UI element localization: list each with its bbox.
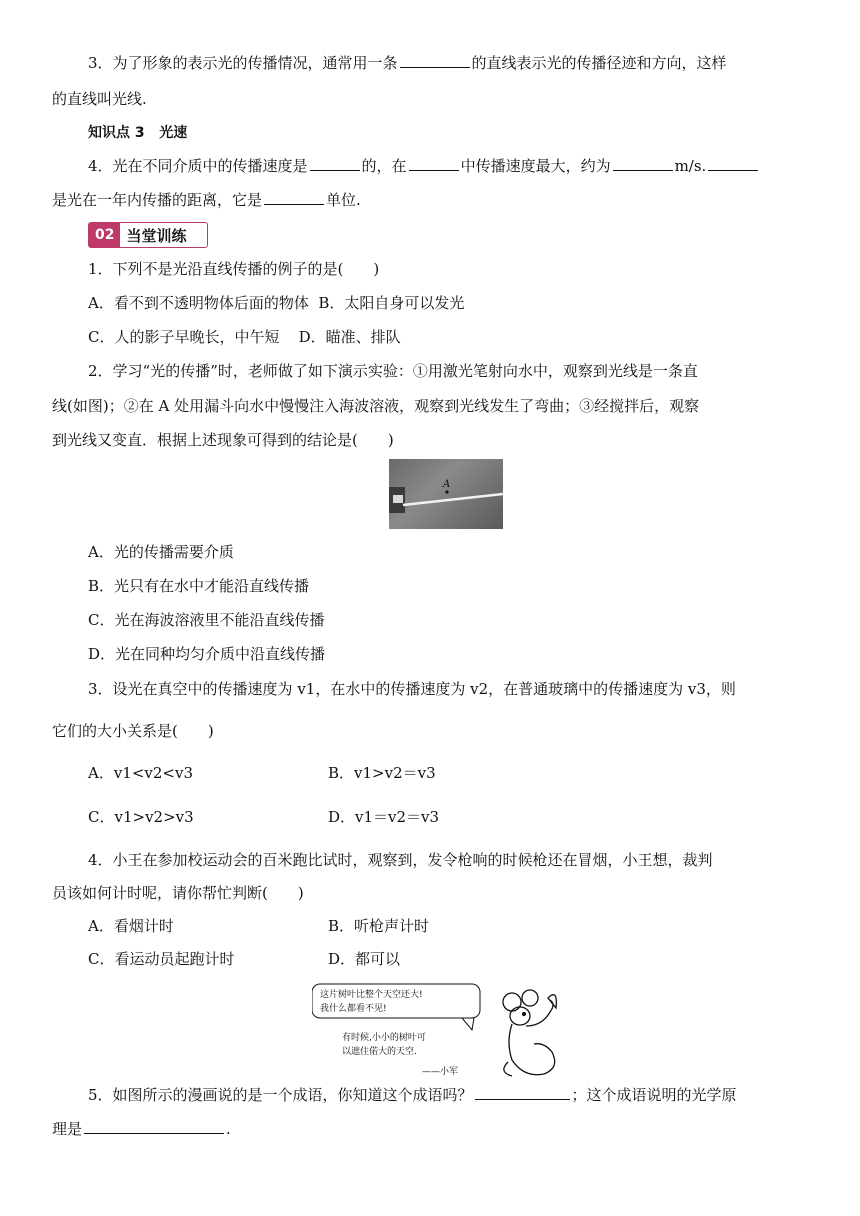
t4-line1: 4．小王在参加校运动会的百米跑比试时，观察到，发令枪响的时候枪还在冒烟，小王想，裁判 xyxy=(88,851,713,869)
option-b[interactable]: B．v1>v2＝v3 xyxy=(328,764,436,782)
option-c[interactable]: C．看运动员起跑计时 xyxy=(88,950,235,968)
speech-bubble-line1: 这片树叶比整个天空还大! xyxy=(320,990,423,1000)
q4-line2: 是光在一年内传播的距离，它是 单位. xyxy=(52,191,361,209)
section-title: 当堂训练 xyxy=(126,226,187,245)
q3-line2: 的直线叫光线. xyxy=(52,90,147,108)
t4-options-row2 xyxy=(88,948,848,970)
option-d[interactable]: D．v1＝v2＝v3 xyxy=(328,808,440,826)
t1-options-row2 xyxy=(88,326,848,348)
speech-bubble-line2: 我什么都看不见! xyxy=(320,1004,387,1014)
option-c[interactable]: C．人的影子早晚长，中午短 xyxy=(88,328,280,346)
t3-options-row1 xyxy=(88,762,848,784)
option-d[interactable]: D．都可以 xyxy=(328,950,401,968)
option-c[interactable]: C．v1>v2>v3 xyxy=(88,808,194,826)
cartoon-illustration xyxy=(312,982,562,1082)
answer-blank[interactable] xyxy=(264,189,324,205)
t2-line1: 2．学习“光的传播”时，老师做了如下演示实验：①用激光笔射向水中，观察到光线是一条直 xyxy=(88,362,698,380)
answer-blank[interactable] xyxy=(613,155,673,171)
t5-line2: 理是 . xyxy=(52,1120,231,1138)
t2-line3: 到光线又变直．根据上述现象可得到的结论是( ) xyxy=(52,431,394,449)
q4-line1: 4．光在不同介质中的传播速度是 的，在 中传播速度最大，约为 m/s. xyxy=(88,155,848,177)
answer-blank[interactable] xyxy=(310,155,360,171)
option-b[interactable]: B．听枪声计时 xyxy=(328,917,430,935)
answer-blank[interactable] xyxy=(708,155,758,171)
answer-blank[interactable] xyxy=(84,1118,224,1134)
option-a[interactable]: A．光的传播需要介质 xyxy=(88,543,234,561)
option-c[interactable]: C．光在海波溶液里不能沿直线传播 xyxy=(88,611,325,629)
option-b[interactable]: B．太阳自身可以发光 xyxy=(318,294,465,312)
option-a[interactable]: A．v1<v2<v3 xyxy=(88,764,194,782)
option-d[interactable]: D．光在同种均匀介质中沿直线传播 xyxy=(88,645,326,663)
t1-options-row1 xyxy=(88,292,848,314)
t5-line1: 5．如图所示的漫画说的是一个成语，你知道这个成语吗？ ；这个成语说明的光学原 xyxy=(88,1086,737,1104)
answer-blank[interactable] xyxy=(475,1084,570,1100)
t3-options-row2 xyxy=(88,806,848,828)
caption-line2: 以遮住偌大的天空. xyxy=(342,1047,417,1057)
option-a[interactable]: A．看烟计时 xyxy=(88,917,174,935)
caption-author: ——小军 xyxy=(422,1067,459,1077)
answer-blank[interactable] xyxy=(400,52,470,68)
q3-line1: 3．为了形象的表示光的传播情况，通常用一条 的直线表示光的传播径迹和方向，这样 xyxy=(88,54,727,72)
section-heading xyxy=(88,222,208,248)
section-number: 02 xyxy=(89,223,120,247)
t2-line2: 线(如图)；②在 A 处用漏斗向水中慢慢注入海波溶液，观察到光线发生了弯曲；③经搅拌后，观察 xyxy=(52,397,700,415)
t3-line2: 它们的大小关系是( ) xyxy=(52,722,214,740)
point-a-label: A xyxy=(443,479,451,490)
laser-beam-illustration xyxy=(389,459,503,529)
mouse-character-icon xyxy=(503,990,556,1076)
option-d[interactable]: D．瞄准、排队 xyxy=(298,328,401,346)
t1-stem: 1．下列不是光沿直线传播的例子的是( ) xyxy=(88,260,380,278)
t3-line1: 3．设光在真空中的传播速度为 v1，在水中的传播速度为 v2，在普通玻璃中的传播速度为 v3，则 xyxy=(88,680,736,698)
t4-options-row1 xyxy=(88,915,848,937)
t4-line2: 员该如何计时呢，请你帮忙判断( ) xyxy=(52,884,304,902)
knowledge-point-heading: 知识点 3 光速 xyxy=(88,125,188,141)
option-a[interactable]: A．看不到不透明物体后面的物体 xyxy=(88,294,309,312)
cartoon-drawing xyxy=(312,982,562,1082)
experiment-photo xyxy=(389,459,503,529)
caption-line1: 有时候,小小的树叶可 xyxy=(342,1033,426,1043)
answer-blank[interactable] xyxy=(409,155,459,171)
option-b[interactable]: B．光只有在水中才能沿直线传播 xyxy=(88,577,310,595)
